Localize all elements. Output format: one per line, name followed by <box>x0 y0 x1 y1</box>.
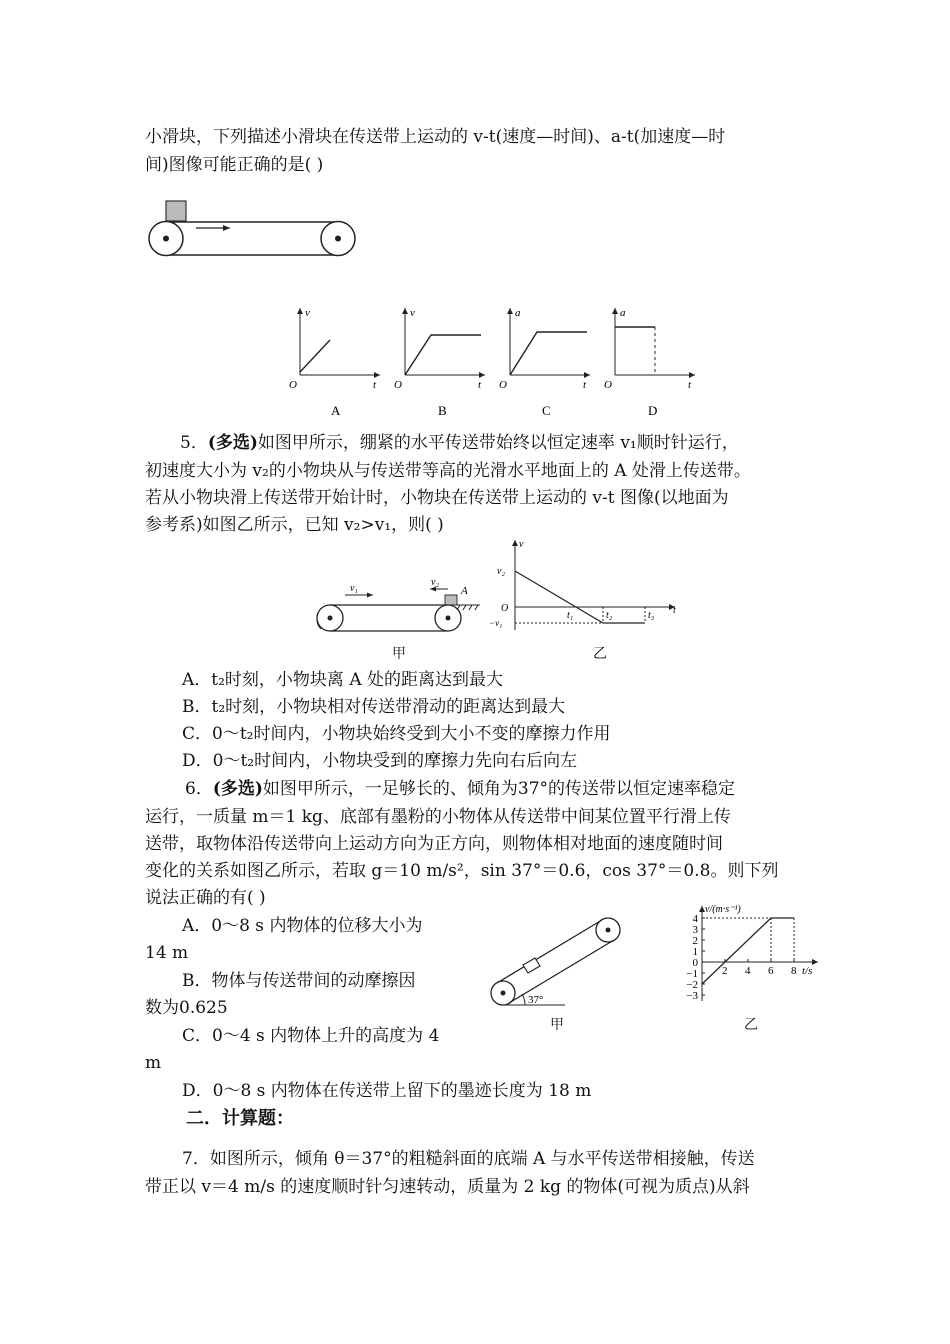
q5-t3: t₃ <box>648 610 655 621</box>
q5-conveyor-figure <box>305 575 485 635</box>
x-tick-label: 6 <box>768 965 774 977</box>
q6-vt-chart <box>672 898 837 1013</box>
graph-b <box>405 308 485 375</box>
q4-conveyor-figure <box>140 195 370 265</box>
x-tick-label: 2 <box>722 965 728 977</box>
q5-t-axis: t <box>673 605 676 616</box>
section-heading: 二．计算题： <box>186 1108 294 1129</box>
q6-line4: 变化的关系如图乙所示，若取 g＝10 m/s²，sin 37°＝0.6，cos 37°＝0.8。则下列 <box>145 861 779 881</box>
q5-v1-label: v₁ <box>350 583 358 594</box>
graph-d-t: t <box>688 379 692 391</box>
graph-b-axis: v <box>410 307 415 319</box>
y-tick-label: 1 <box>692 946 698 958</box>
x-tick-label: 4 <box>745 965 751 977</box>
q5-choice-a: A．t₂时刻，小物块离 A 处的距离达到最大 <box>182 670 504 690</box>
q6-choice-c-1: C．0～4 s 内物体上升的高度为 4 <box>182 1026 440 1046</box>
q6-fig-left-caption: 甲 <box>550 1018 564 1033</box>
q5-v2-tick: v₂ <box>497 566 505 577</box>
q5-choice-c: C．0～t₂时间内，小物块始终受到大小不变的摩擦力作用 <box>182 724 611 744</box>
q5-line1: 5．(多选)如图甲所示，绷紧的水平传送带始终以恒定速率 v₁顺时针运行， <box>180 433 739 453</box>
q4-option-graphs <box>285 300 705 425</box>
graph-a-t: t <box>373 379 377 391</box>
q6-line1: 6．(多选)如图甲所示，一足够长的、倾角为37°的传送带以恒定速率稳定 <box>185 779 736 799</box>
q6-fig-right-caption: 乙 <box>744 1018 758 1033</box>
q5-choice-d: D．0～t₂时间内，小物块受到的摩擦力先向右后向左 <box>182 751 578 771</box>
x-axis-label: t/s <box>802 965 813 977</box>
q5-fig-right-caption: 乙 <box>593 647 607 662</box>
y-tick-label: −3 <box>686 990 698 1002</box>
q5-choice-b: B．t₂时刻，小物块相对传送带滑动的距离达到最大 <box>182 697 566 717</box>
q6-line2: 运行，一质量 m＝1 kg、底部有墨粉的小物体从传送带中间某位置平行滑上传 <box>145 807 731 827</box>
q6-choice-a-2: 14 m <box>145 943 189 963</box>
q5-line4: 参考系)如图乙所示，已知 v₂>v₁，则( ) <box>145 515 444 535</box>
q6-choice-c-2: m <box>145 1053 162 1073</box>
graph-d-label: D <box>648 403 658 418</box>
q6-angle-label: 37° <box>528 994 544 1006</box>
q5-v-axis: v <box>519 539 524 550</box>
q5-line3: 若从小物块滑上传送带开始计时，小物块在传送带上运动的 v-t 图像(以地面为 <box>145 488 729 508</box>
q5-fig-left-caption: 甲 <box>392 647 406 662</box>
graph-d-axis: a <box>620 307 626 319</box>
q6-incline-figure <box>485 910 635 1020</box>
graph-b-label: B <box>438 403 447 418</box>
q6-line3: 送带，取物体沿传送带向上运动方向为正方向，则物体相对地面的速度随时间 <box>145 834 723 854</box>
q5-line2: 初速度大小为 v₂的小物块从与传送带等高的光滑水平地面上的 A 处滑上传送带。 <box>145 461 751 481</box>
graph-b-t: t <box>478 379 482 391</box>
graph-c-origin: O <box>499 379 507 391</box>
q5-origin: O <box>501 603 509 614</box>
q4-line1: 小滑块，下列描述小滑块在传送带上运动的 v-t(速度—时间)、a-t(加速度—时 <box>145 127 726 147</box>
graph-a <box>300 308 380 375</box>
q6-line5: 说法正确的有( ) <box>145 888 266 908</box>
y-tick-label: 0 <box>692 957 698 969</box>
q7-line1: 7．如图所示，倾角 θ＝37°的粗糙斜面的底端 A 与水平传送带相接触，传送 <box>182 1149 755 1169</box>
q6-choice-b-2: 数为0.625 <box>145 998 228 1018</box>
q5-v2-label: v₂ <box>431 577 439 588</box>
graph-d <box>615 308 695 375</box>
graph-a-label: A <box>331 403 341 418</box>
q6-choice-a-1: A．0～8 s 内物体的位移大小为 <box>182 916 423 936</box>
graph-a-origin: O <box>289 379 297 391</box>
q5-t1: t₁ <box>567 610 574 621</box>
y-tick-label: −1 <box>686 968 698 980</box>
q5-neg-v1: −v₁ <box>489 618 503 628</box>
q5-t2: t₂ <box>606 610 613 621</box>
q5-vt-graph <box>485 535 685 635</box>
y-tick-label: 4 <box>692 913 698 925</box>
q6-choice-b-1: B．物体与传送带间的动摩擦因 <box>182 971 416 991</box>
graph-d-origin: O <box>604 379 612 391</box>
graph-c-label: C <box>542 403 551 418</box>
q5-a-label: A <box>461 585 468 597</box>
y-axis-label: v/(m·s⁻¹) <box>705 904 741 915</box>
y-tick-label: 3 <box>692 924 698 936</box>
x-tick-label: 8 <box>791 965 797 977</box>
graph-c <box>510 308 590 375</box>
graph-c-t: t <box>583 379 587 391</box>
graph-b-origin: O <box>394 379 402 391</box>
graph-a-axis: v <box>305 307 310 319</box>
graph-c-axis: a <box>515 307 521 319</box>
q4-line2: 间)图像可能正确的是( ) <box>145 155 324 175</box>
y-tick-label: −2 <box>686 979 698 991</box>
q7-line2: 带正以 v＝4 m/s 的速度顺时针匀速转动，质量为 2 kg 的物体(可视为质点)从斜 <box>145 1177 750 1197</box>
y-tick-label: 2 <box>692 935 698 947</box>
q6-choice-d: D．0～8 s 内物体在传送带上留下的墨迹长度为 18 m <box>182 1081 592 1101</box>
